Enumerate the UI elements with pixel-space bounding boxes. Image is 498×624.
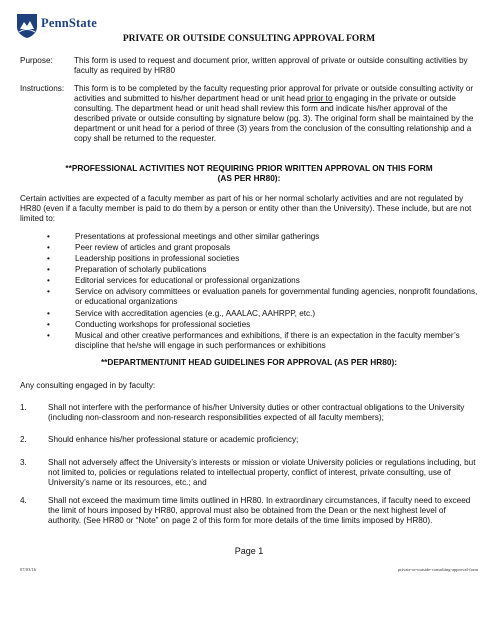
- footer-date: 07/03/16: [20, 567, 37, 572]
- bullet-item: Presentations at professional meetings and other similar gatherings: [75, 232, 320, 241]
- prior-to-emphasis: prior to: [307, 94, 333, 103]
- bullet-item: Preparation of scholarly publications: [75, 265, 207, 274]
- bullet-marker: •: [47, 309, 50, 318]
- bullet-marker: •: [47, 287, 50, 296]
- bullet-item: Conducting workshops for professional societies: [75, 320, 251, 329]
- section-heading-approval-guidelines: **DEPARTMENT/UNIT HEAD GUIDELINES FOR APPROVAL (AS PER HR80):: [100, 357, 398, 367]
- bullet-marker: •: [47, 232, 50, 241]
- section-heading-not-requiring-approval: **PROFESSIONAL ACTIVITIES NOT REQUIRING PRIOR WRITTEN APPROVAL ON THIS FORM (AS PER HR80):: [65, 163, 433, 183]
- bullet-marker: •: [47, 320, 50, 329]
- bullet-item: Service on advisory committees or evaluation panels for governmental funding agencies, nonprofit foundations, or educational organizations: [75, 287, 478, 306]
- bullet-marker: •: [47, 243, 50, 252]
- purpose-label: Purpose:: [20, 56, 53, 65]
- list-number: 1.: [20, 403, 27, 412]
- document-title: PRIVATE OR OUTSIDE CONSULTING APPROVAL FORM: [122, 34, 376, 44]
- footer-filename: private-or-outside-consulting-approval-form: [398, 567, 478, 572]
- guideline-item: Should enhance his/her professional stature or academic proficiency;: [48, 435, 299, 444]
- guideline-item: Shall not interfere with the performance of his/her University duties or other contractual obligations to the University (including non-classroom and non-research responsibilities expected of all faculty members);: [48, 403, 465, 422]
- guideline-item: Shall not exceed the maximum time limits outlined in HR80. In extraordinary circumstances, if faculty need to exceed the limit of hours imposed by HR80, approval must also be obtained from the Dean or the next highest level of authority. (See HR80 or “Note” on page 2 of this form for more details of the time limits imposed by HR80).: [48, 496, 471, 525]
- list-number: 4.: [20, 496, 27, 505]
- page-number: Page 1: [234, 546, 264, 556]
- bullet-marker: •: [47, 265, 50, 274]
- bullet-marker: •: [47, 254, 50, 263]
- logo-wordmark: PennState: [41, 16, 97, 30]
- list-number: 3.: [20, 458, 27, 467]
- guideline-item: Shall not adversely affect the University’s interests or mission or violate University policies or regulations including, but not limited to, policies or regulations related to intellectual property, conflict of interest, private consulting, use of University’s name or its resources, etc.; and: [48, 458, 476, 487]
- purpose-text: This form is used to request and document prior, written approval of private or outside consulting activities by faculty as required by HR80: [74, 56, 468, 75]
- section2-intro: Any consulting engaged in by faculty:: [20, 381, 156, 390]
- bullet-marker: •: [47, 331, 50, 340]
- bullet-item: Musical and other creative performances and exhibitions, if there is an expectation in the faculty member’s discipline that he/she will engage in such performances or exhibitions: [75, 331, 460, 350]
- bullet-item: Peer review of articles and grant proposals: [75, 243, 231, 252]
- instructions-text: This form is to be completed by the faculty requesting prior approval for private or outside consulting activity or activities and submitted to his/her department head or unit head prior to engaging in the private or outside consulting. The department head or unit head shall review this form and indicate his/her approval of the described private or outside consulting by signature below (pg. 3). The original form shall be maintained by the department or unit head for a period of three (3) years from the conclusion of the consulting relationship and a copy shall be returned to the requester.: [74, 84, 474, 143]
- bullet-marker: •: [47, 276, 50, 285]
- list-number: 2.: [20, 435, 27, 444]
- section1-intro: Certain activities are expected of a faculty member as part of his or her normal scholarly activities and are not regulated by HR80 (even if a faculty member is paid to do them by a person or entity other than the University). These include, but are not limited to:: [20, 194, 472, 223]
- bullet-item: Service with accreditation agencies (e.g., AAALAC, AAHRPP, etc.): [75, 309, 316, 318]
- instructions-label: Instructions:: [20, 84, 65, 93]
- bullet-item: Leadership positions in professional societies: [75, 254, 240, 263]
- bullet-item: Editorial services for educational or professional organizations: [75, 276, 300, 285]
